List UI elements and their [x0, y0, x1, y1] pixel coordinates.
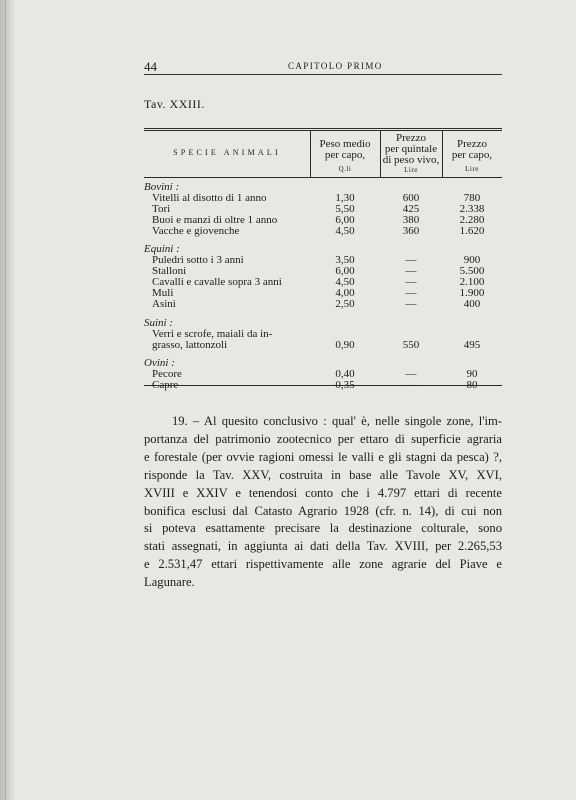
prezzo-capo-column-unit: Lire [465, 165, 479, 173]
paragraph-line: e 2.531,47 ettari rispettivamente alle zone agrarie del Piave e [144, 557, 502, 572]
paragraph-line: e forestale (per ovvie ragioni omessi le valli e gli stagni da pesca) ?, [144, 449, 502, 464]
table-row: Vacche e giovenche 4,50 360 1.620 [152, 225, 485, 237]
table-header-rule [144, 177, 502, 178]
table-row: Vitelli al disotto di 1 anno 1,30 600 780 [152, 192, 481, 204]
paragraph-line: si poteva esattamente precisare la destinazione colturale, sono [144, 521, 502, 536]
paragraph-line: 19. – Al quesito conclusivo : qual' è, nelle singole zone, l'im- [172, 414, 502, 428]
page-spine-shadow [0, 0, 16, 800]
table-row: grasso, lattonzoli 0,90 550 495 [152, 339, 481, 351]
species-column-header: SPECIE ANIMALI [173, 148, 281, 157]
table-row: Asini 2,50 — 400 [152, 298, 481, 310]
table-row: Cavalli e cavalle sopra 3 anni 4,50 — 2.100 [152, 276, 485, 288]
table-row: Puledri sotto i 3 anni 3,50 — 900 [152, 254, 481, 266]
group-heading: Ovini : [144, 357, 175, 369]
peso-column-header: Peso medio per capo, [319, 138, 371, 161]
page-header [144, 59, 502, 75]
paragraph-line: bonifica esclusi dal Catasto Agrario 1928 (cfr. n. 14), di cui non [144, 503, 502, 518]
paragraph-line: risponde la Tav. XXV, costruita in base alle Tavole XV, XVI, [144, 467, 502, 482]
livestock-table [144, 128, 502, 391]
group-heading: Equini : [144, 243, 180, 255]
header-rule [144, 74, 502, 75]
paragraph-line: stati assegnati, in aggiunta ai dati della Tav. XVIII, per 2.265,53 [144, 539, 502, 554]
paragraph-line: Lagunare. [144, 575, 195, 590]
table-label: Tav. XXIII. [144, 97, 205, 111]
body-paragraph [144, 413, 502, 592]
table-row: Muli 4,00 — 1.900 [152, 287, 485, 299]
table-top-rule-inner [144, 130, 502, 131]
paragraph-line: XVIII e XXIV e tenendosi conto che i 4.797 ettari di recente [144, 485, 502, 500]
table-row: Buoi e manzi di oltre 1 anno 6,00 380 2.280 [152, 214, 485, 226]
running-title: CAPITOLO PRIMO [288, 61, 383, 71]
prezzo-quintale-column-header: Prezzo per quintale di peso vivo, [382, 132, 440, 166]
table-top-rule [144, 128, 502, 129]
group-heading: Suini : [144, 317, 174, 329]
peso-column-unit: Q.li [338, 165, 352, 173]
prezzo-capo-column-header: Prezzo per capo, [451, 138, 493, 161]
group-heading: Bovini : [144, 181, 180, 193]
table-row: Capre 0,35 — 80 [152, 379, 478, 391]
page-number: 44 [144, 59, 157, 74]
paragraph-line: portanza del patrimonio zootecnico per ettaro di superficie agraria [144, 431, 502, 446]
table-row: Tori 5,50 425 2.338 [152, 203, 485, 215]
table-row: Verri e scrofe, maiali da in- [152, 328, 273, 340]
prezzo-quintale-column-unit: Lire [404, 166, 418, 174]
table-row: Pecore 0,40 — 90 [152, 368, 478, 380]
table-row: Stalloni 6,00 — 5.500 [152, 265, 485, 277]
